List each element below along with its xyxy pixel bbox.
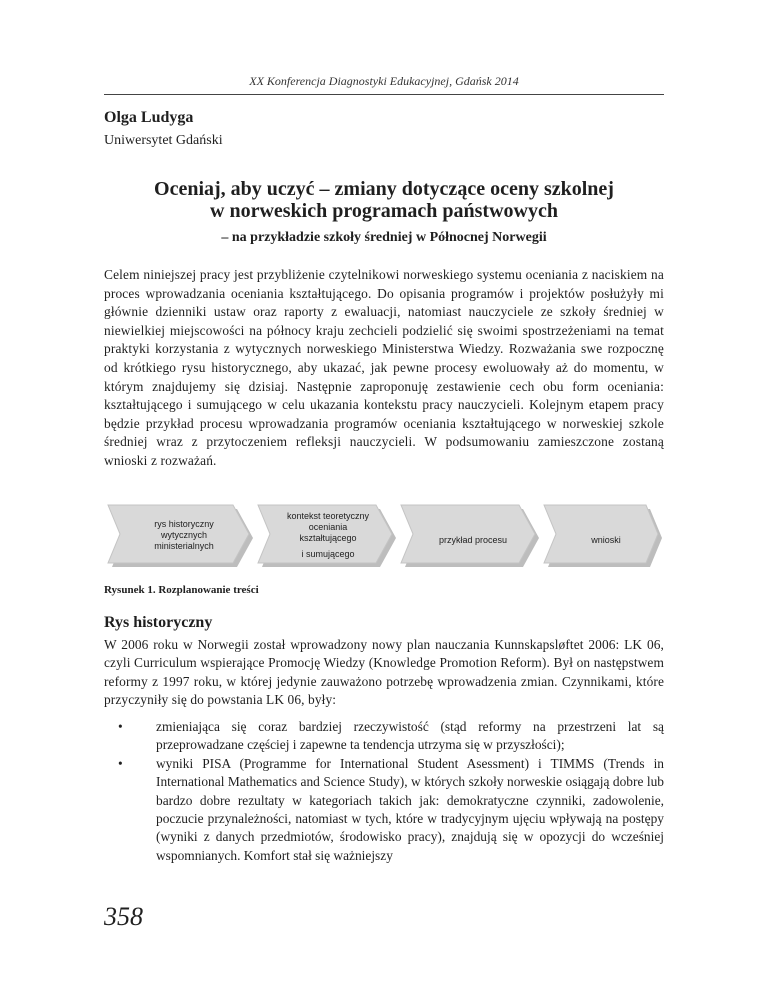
step-2-label: kontekst teoretyczny oceniania kształtującego i sumującego [286, 511, 370, 559]
author-name: Olga Ludyga [104, 109, 194, 126]
article-title [104, 178, 664, 222]
step-3-label: przykład procesu [438, 535, 508, 545]
list-item: • wyniki PISA (Programme for International Student Asessment) i TIMMS (Trends in International Mathematics and Science Study), w których szkoły norweskie osiągają dobre lub bardzo dobre rezultaty w kategoriach takich jak: demokratyczne czynniki, zadowolenie, poczucie przynależności, natomiast w tych, które w tradycyjnym ujęciu wpływają na postępy (wyniki z danych przedmiotów, środowisko pracy), znajdują się w opozycji do wcześniej wspomnianych. Komfort stał się ważniejszy [118, 755, 664, 863]
step-4-label: wnioski [591, 535, 621, 545]
article-subtitle: – na przykładzie szkoły średniej w Północnej Norwegii [221, 230, 547, 245]
section-paragraph: W 2006 roku w Norwegii został wprowadzony nowy plan nauczania Kunnskapsløftet 2006: LK 06, czyli Curriculum wspierające Promocję Wiedzy (Knowledge Promotion Reform). Był on następstwem reformy z 1997 roku, w której jedynie zauważono potrzebę wprowadzenia zmian. Czynnikami, które przyczyniły się do powstania LK 06, były: [104, 637, 664, 708]
step-1-label: rys historyczny wytycznych ministerialnych [154, 519, 214, 551]
article-title-line-1: Oceniaj, aby uczyć – zmiany dotyczące oceny szkolnej [154, 178, 614, 200]
author-affiliation: Uniwersytet Gdański [104, 133, 223, 148]
figure-caption: Rysunek 1. Rozplanowanie treści [104, 584, 259, 596]
bullet-icon: • [118, 719, 123, 734]
list-item: • zmieniająca się coraz bardziej rzeczywistość (stąd reformy na przestrzeni lat są przeprowadzane częściej i zapewne ta tendencja utrzyma się w przyszłości); [118, 719, 664, 753]
page-number: 358 [104, 902, 143, 931]
abstract-paragraph: Celem niniejszej pracy jest przybliżenie czytelnikowi norweskiego systemu oceniania z naciskiem na proces wprowadzania oceniania kształtującego. Do opisania programów i projektów posłużyły mi głównie dzienniki ustaw oraz raporty z ewaluacji, natomiast nauczyciele ze szkoły średniej w niewielkiej miejscowości na północy kraju zechcieli podzielić się swoimi spostrzeżeniami na temat praktyki korzystania z wytycznych norweskiego Ministerstwa Wiedzy. Rozważania swe rozpocznę od krótkiego rysu historycznego, aby ukazać, jak pewne procesy ewoluowały aż do momentu, w którym znajdujemy się dzisiaj. Następnie zaproponuję zestawienie cech obu form oceniania: kształtującego i sumującego w celu ukazania kontekstu pracy nauczycieli. Kolejnym etapem pracy będzie przykład procesu wprowadzania programów oceniania kształtującego w norweskiej szkole średniej wraz z przytoczeniem refleksji nauczycieli. W podsumowaniu zamieszczone zostaną wnioski z rozważań. [104, 267, 664, 468]
section-heading: Rys historyczny [104, 614, 213, 631]
article-title-line-2: w norweskich programach państwowych [210, 200, 558, 222]
content-plan-diagram [104, 497, 664, 575]
factors-list [118, 718, 664, 865]
bullet-icon: • [118, 755, 123, 771]
running-header: XX Konferencja Diagnostyki Edukacyjnej, Gdańsk 2014 [249, 74, 519, 88]
header-rule [104, 94, 664, 95]
